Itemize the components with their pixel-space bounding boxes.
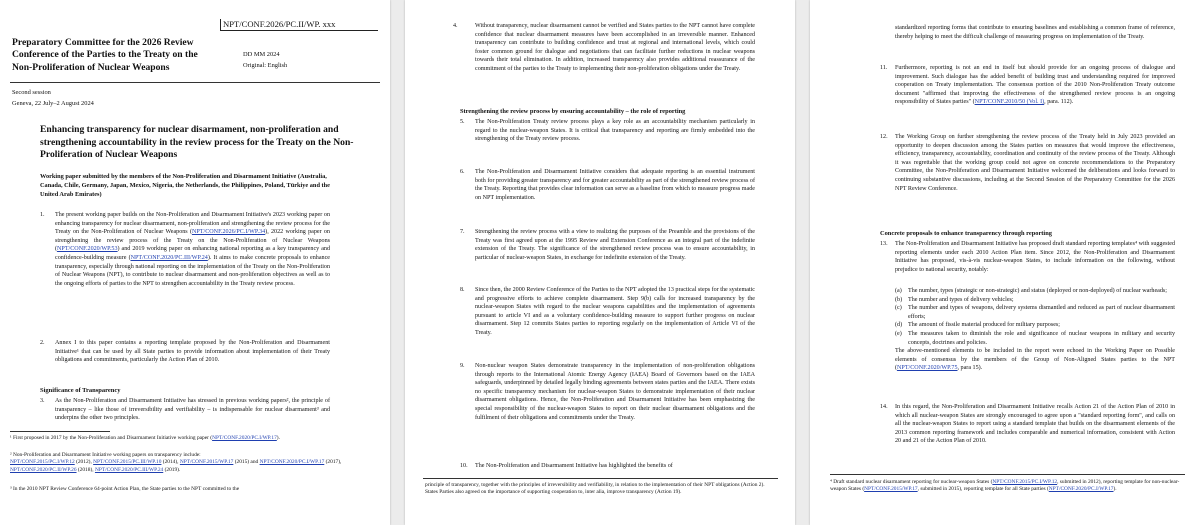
document-link[interactable]: NPT/CONF.2026/PC.I/WP.34 [192,229,266,236]
document-link[interactable]: NPT/CONF.2015/WP.17 [864,486,918,493]
list-item: (d) The amount of fissile material produced for military purposes; [895,322,1060,329]
committee-title: Preparatory Committee for the 2026 Review Conference of the Parties to the Treaty on the Non-Proliferation of Nuclear Weapons [12,37,198,73]
paragraph-number: 10. [460,463,468,469]
section-heading: Significance of Transparency [40,387,121,394]
document-link[interactable]: NPT/CONF.2015/PC.I/WP.12 [992,479,1058,485]
paragraph-number: 1. [40,212,45,218]
paragraph-7: Strengthening the review process with a view to realizing the purposes of the Preamble and the provisions of the Treaty was first agreed upon at the 1995 Review and Extension Conference as an integral part of the indefinite extension of the Treaty. The significance of the strengthened review process was to ensure accountability, in particular of nuclear-weapon States, in exchange for indefinite extension of the Treaty. [475,229,755,261]
paragraph-number: 6. [460,169,465,175]
reporting-elements-list [895,287,1175,373]
document-link[interactable]: NPT/CONF.2015/PC.III/WP.10 [93,459,162,466]
document-link[interactable]: NPT/CONF.2020/WP.75 [897,365,958,372]
paragraph-number: 2. [40,340,45,346]
document-link[interactable]: NPT/CONF.2010/50 (Vol. I) [974,99,1045,106]
paragraph-number: 12. [880,134,888,140]
list-item: (a) The number, types (strategic or non-strategic) and status (deployed or non-deployed) of nuclear warheads; [895,288,1167,294]
section-heading: Strengthening the review process by ensuring accountability – the role of reporting [460,108,686,115]
paragraph-11: Furthermore, reporting is not an end in itself but should provide for an ongoing process of dialogue and improvement. Such dialogue has the added benefit of building trust and understanding required for improved cooperation on Treaty implementation. The consensus portion of the 2010 Non-Proliferation Treaty outcome document "affirmed that improving the effectiveness of the strengthened review process is an ongoing responsibility of States parties" (NPT/CONF.2010/50 (Vol. I), para. 112). [895,65,1175,106]
paragraph-9: Non-nuclear weapon States demonstrate transparency in the implementation of non-proliferation obligations through reports to the International Atomic Energy Agency (IAEA) Board of Governors based on the IAEA safeguards, underpinned by detailed legally binding agreements between states parties and the IAEA. There exists no specific transparency mechanism for nuclear-weapon States to demonstrate implementation of their nuclear disarmament obligations. Hence, the Non-Proliferation and Disarmament Initiative has been emphasizing the special responsibility of the nuclear-weapon States to report on their nuclear disarmament obligations and the fulfilment of their obligations and commitments under the Treaty. [475,363,755,421]
paragraph-10: The Non-Proliferation and Disarmament Initiative has highlighted the benefits of [475,463,673,469]
paragraph-number: 8. [460,287,465,293]
list-item: (e) The measures taken to diminish the role and significance of nuclear weapons in military and security concepts, doctrines and policies. [895,330,1175,346]
document-link[interactable]: NPT/CONF.2020/WP.53 [57,246,118,253]
document-link[interactable]: NPT/CONF.2020/PC.I/WP.17 [1048,486,1114,493]
paragraph-13-followup: The above-mentioned elements to be included in the report were echoed in the Working Paper on Possible elements of consensus by the members of the Group of Non-Aligned States parties to the NPT (NPT/CONF.2020/WP.75, para 15). [895,348,1175,372]
document-link[interactable]: NPT/CONF.2015/PC.I/WP.12 [10,459,75,466]
document-link[interactable]: NPT/CONF.2020/PC.III/WP.24 [130,254,208,261]
footnote-continued: principle of transparency, together with the principles of irreversibility and verifiability, in relation to the implementation of their NPT obligations (Action 2). States Parties also agreed on the importance of supporting cooperation to, inter alia, improve transparency (Action 19). [425,482,765,496]
document-link[interactable]: NPT/CONF.2015/WP.17 [179,459,234,466]
document-page-1 [0,0,390,525]
footnote-rule [423,478,778,479]
paragraph-number: 4. [453,23,458,29]
paragraph-13: The Non-Proliferation and Disarmament Initiative has proposed draft standard reporting templates⁴ with suggested reporting elements under each 2010 Action Plan item. Since 2012, the Non-Proliferation and Disarmament Initiative has proposed, vis-à-vis nuclear-weapon States, to include information on the following, without prejudice to national security, notably: [895,241,1175,273]
document-title: Enhancing transparency for nuclear disarmament, non-proliferation and strengthening accountability in the review process for the Treaty on the Non-Proliferation of Nuclear Weapons [40,124,354,161]
paragraph-number: 5. [460,119,465,125]
header-rule [10,82,380,83]
paragraph-8: Since then, the 2000 Review Conference of the Parties to the NPT adopted the 13 practical steps for the systematic and progressive efforts to achieve complete disarmament. Step 9(b) calls for increased transparency by the nuclear-weapon States with regard to the nuclear weapons capabilities and the implementation of agreements pursuant to article VI and as a voluntary confidence-building measure to support further progress on nuclear disarmament. Step 12 commits States parties to reporting regularly on the implementation of Article VI of the Treaty. [475,287,755,336]
submitted-by: Working paper submitted by the members of the Non-Proliferation and Disarmament Initiative (Australia, Canada, Chile, Germany, Japan, Mexico, Nigeria, the Netherlands, the Philippines, Poland, Türkiye and the United Arab Emirates) [40,173,330,198]
document-link[interactable]: NPT/CONF.2020/PC.I/WP.17 [259,459,325,466]
paragraph-3: As the Non-Proliferation and Disarmament Initiative has stressed in previous working papers², the principle of transparency – like those of irreversibility and verifiability – is indispensable for nuclear disarmament³ and underpins the other two principles. [55,398,330,422]
paragraph-10-continued: standardized reporting forms that contribute to ensuring baselines and establishing a common frame of reference, thereby helping to meet the difficult challenge of measuring progress on implementation of the Treaty. [895,25,1175,40]
paragraph-12: The Working Group on further strengthening the review process of the Treaty held in July 2023 provided an opportunity to deepen discussion among the States parties on measures that would improve the effectiveness, efficiency, transparency, accountability, coordination and continuity of the review process of the Treaty. Although it was regrettable that the working group could not agree on concrete recommendations to the Preparatory Committee, the Non-Proliferation and Disarmament Initiative welcomed the deliberations and looks forward to continuing substantive discussions, including at the Second Session of the Preparatory Committee for the 2026 NPT Review Conference. [895,134,1175,192]
paragraph-number: 11. [880,65,888,71]
paragraph-number: 7. [460,229,465,235]
paragraph-number: 14. [880,404,888,410]
document-symbol: NPT/CONF.2026/PC.II/WP. xxx [220,19,378,31]
paragraph-number: 9. [460,363,465,369]
document-page-2 [405,0,795,525]
paragraph-1: The present working paper builds on the Non-Proliferation and Disarmament Initiative's 2023 working paper on enhancing transparency for nuclear disarmament, non-proliferation and strengthening the review process for the Treaty on the Non-Proliferation of Nuclear Weapons (NPT/CONF.2026/PC.I/WP.34), 2022 working paper on strengthening the review process of the Treaty on the Non-Proliferation of Nuclear Weapons (NPT/CONF.2020/WP.53) and 2019 working paper on enhancing national reporting as a key transparency and confidence-building measure (NPT/CONF.2020/PC.III/WP.24). It aims to make concrete proposals to enhance transparency, especially through national reporting on the implementation of the Treaty on the Non-Proliferation of Nuclear Weapons (NPT), to contribute to nuclear disarmament and non-proliferation objectives as well as to the ongoing efforts of parties to the NPT to strengthen accountability in the Treaty review process. [55,212,330,287]
paragraph-2: Annex I to this paper contains a reporting template proposed by the Non-Proliferation and Disarmament Initiative¹ that can be used by all State parties to provide information about implementation of their Treaty obligations and commitments, particularly the Action Plan of 2010. [55,340,330,364]
footnote-1: ¹ First proposed in 2017 by the Non-Proliferation and Disarmament Initiative working paper (NPT/CONF.2020/PC.I/WP.17). [10,435,280,441]
document-page-3 [810,0,1200,525]
section-heading: Concrete proposals to enhance transparency through reporting [880,230,1052,237]
session-place-date: Geneva, 22 July–2 August 2024 [12,100,94,107]
session-label: Second session [12,89,51,96]
footnote-rule [830,474,1185,475]
paragraph-14: In this regard, the Non-Proliferation and Disarmament Initiative recalls Action 21 of the Action Plan of 2010 in which all nuclear-weapon States are strongly encouraged to agree upon a "standard reporting form", and calls on all the nuclear-weapon States to report using a standard template that builds on the disarmament elements of the 2013 common reporting framework and includes comparable and numerical information, consistent with Action 20 and 21 of the Action Plan of 2010. [895,404,1175,445]
document-link[interactable]: NPT/CONF.2020/PC.I/WP.17 [212,435,277,441]
list-item: (c) The number and types of weapons, delivery systems dismantled and reduced as part of nuclear disarmament efforts; [895,305,1175,320]
paragraph-5: The Non-Proliferation Treaty review process plays a key role as an accountability mechanism particularly in regard to the nuclear-weapon States. It is critical that transparency and reporting are firmly embedded into the strengthening of the Treaty review process. [475,119,755,143]
document-date: DD MM 2024 [243,51,280,58]
document-link[interactable]: NPT/CONF.2020/PC.II/WP.26 [10,466,77,473]
paragraph-6: The Non-Proliferation and Disarmament Initiative considers that adequate reporting is an essential instrument both for providing greater transparency and for greater accountability as part of the strengthened review process of the Treaty. Reporting that provides clear information can serve as a baseline from which to measure progress made on NPT implementation. [475,169,755,201]
paragraph-number: 13. [880,241,888,247]
footnote-2: ² Non-Proliferation and Disarmament Initiative working papers on transparency include: NPT/CONF.2015/PC.I/WP.12 (2012), NPT/CONF.2015/PC.III/WP.10 (2014), NPT/CONF.2015/WP.17 (2015) and NPT/CONF.2020/PC.I/WP.17 (2017), NPT/CONF.2020/PC.II/WP.26 (2018), NPT/CONF.2020/PC.III/WP.24 (2019). [10,452,342,473]
footnote-4: ⁴ Draft standard nuclear disarmament reporting for nuclear-weapon States (NPT/CONF.2015/PC.I/WP.12, submitted in 2012), reporting template for non-nuclear-weapon States (NPT/CONF.2015/WP.17, submitted in 2015), reporting template for all State parties (NPT/CONF.2020/PC.I/WP.17). [830,479,1180,493]
original-language: Original: English [243,62,288,69]
footnote-rule [10,431,110,432]
footnote-3: ³ In the 2010 NPT Review Conference 64-point Action Plan, the State parties to the NPT committed to the [10,486,240,492]
document-link[interactable]: NPT/CONF.2020/PC.III/WP.24 [94,466,164,473]
paragraph-number: 3. [40,398,45,404]
paragraph-4: Without transparency, nuclear disarmament cannot be verified and States parties to the NPT cannot have complete confidence that nuclear disarmament measures have been accomplished in an irreversible manner. Enhanced transparency can contribute to building confidence and trust at regional and international levels, which could foster common ground for dialogue and negotiations that can facilitate further reductions in nuclear weapons towards their total elimination. In addition, increased transparency also provides additional reassurance of the commitment of the parties to the Treaty to implementing their non-proliferation obligations under the Treaty. [475,23,755,72]
list-item: (b) The number and types of delivery vehicles; [895,296,1014,303]
